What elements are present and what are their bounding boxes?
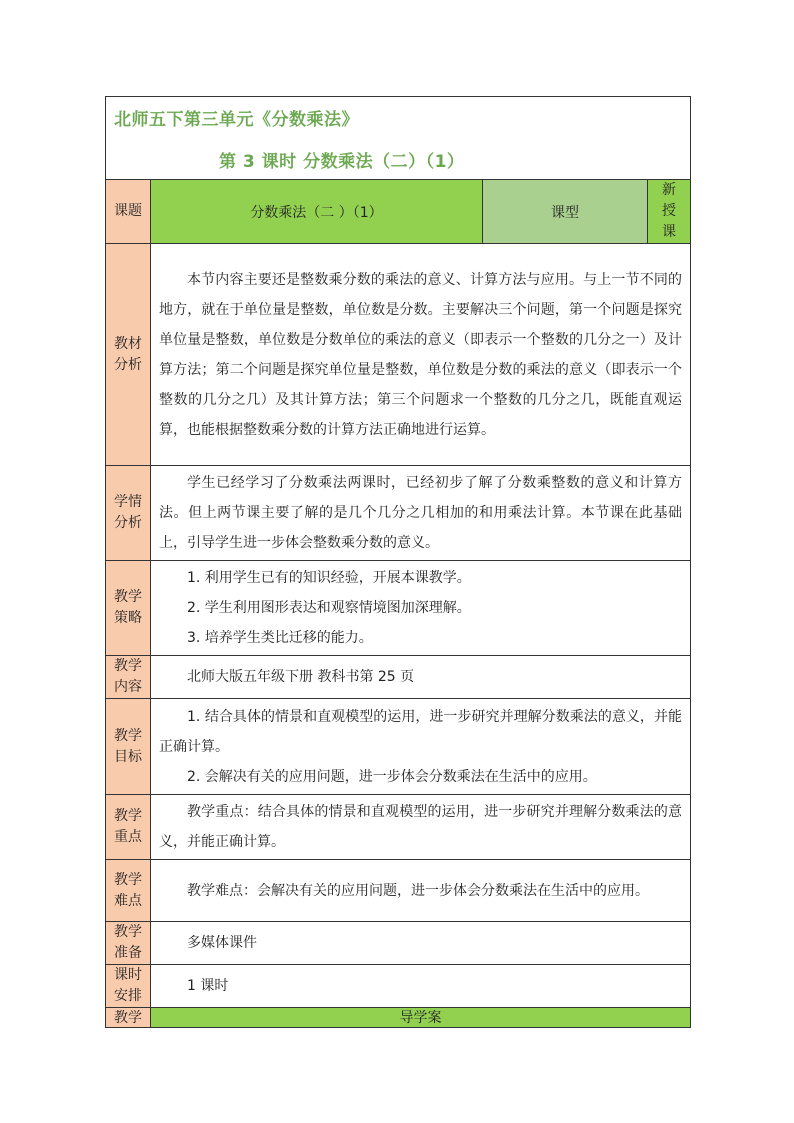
goals-label: 教学目标 bbox=[106, 699, 151, 795]
lesson-plan-table bbox=[105, 96, 691, 1028]
process-header: 导学案 bbox=[151, 1008, 691, 1028]
material-analysis-text: 本节内容主要还是整数乘分数的乘法的意义、计算方法与应用。与上一节不同的地方，就在于单位量是整数，单位数是分数。主要解决三个问题，第一个问题是探究单位量是整数，单位数是分数单位的乘法的意义（即表示一个整数的几分之一）及计算方法；第二个问题是探究单位量是整数，单位数是分数的乘法的意义（即表示一个整数的几分之几）及其计算方法；第三个问题求一个整数的几分之几，既能直观运算，也能根据整数乘分数的计算方法正确地进行运算。 bbox=[159, 271, 682, 438]
preparation-label: 教学准备 bbox=[106, 922, 151, 965]
difficulty-text: 教学难点：会解决有关的应用问题，进一步体会分数乘法在生活中的应用。 bbox=[187, 882, 649, 899]
process-label: 教学 bbox=[106, 1008, 151, 1028]
goal-item: 2. 会解决有关的应用问题，进一步体会分数乘法在生活中的应用。 bbox=[187, 768, 597, 785]
document-title: 北师五下第三单元《分数乘法》 bbox=[114, 110, 359, 130]
goal-item: 1. 结合具体的情景和直观模型的运用，进一步研究并理解分数乘法的意义，并能正确计算。 bbox=[159, 708, 682, 755]
schedule-cell bbox=[151, 965, 691, 1008]
schedule-text: 1 课时 bbox=[187, 978, 229, 994]
lesson-plan-document bbox=[105, 96, 690, 1028]
student-analysis-cell bbox=[151, 466, 691, 561]
topic-title: 分数乘法（二 ）（1） bbox=[151, 180, 483, 244]
strategy-label: 教学策略 bbox=[106, 561, 151, 656]
student-analysis-text: 学生已经学习了分数乘法两课时，已经初步了解了分数乘整数的意义和计算方法。但上两节课主要了解的是几个几分之几相加的和用乘法计算。本节课在此基础上，引导学生进一步体会整数乘分数的意义。 bbox=[159, 475, 682, 551]
teaching-content-text: 北师大版五年级下册 教科书第 25 页 bbox=[187, 669, 415, 685]
difficulty-label: 教学难点 bbox=[106, 860, 151, 922]
strategy-item: 1. 利用学生已有的知识经验，开展本课教学。 bbox=[187, 570, 471, 586]
preparation-cell bbox=[151, 922, 691, 965]
strategy-cell bbox=[151, 561, 691, 656]
topic-label: 课题 bbox=[106, 180, 151, 244]
lesson-type-value: 新授课 bbox=[648, 180, 691, 244]
material-analysis-label: 教材分析 bbox=[106, 244, 151, 466]
key-point-cell bbox=[151, 795, 691, 860]
teaching-content-cell bbox=[151, 656, 691, 699]
strategy-item: 2. 学生利用图形表达和观察情境图加深理解。 bbox=[187, 600, 471, 616]
strategy-item: 3. 培养学生类比迁移的能力。 bbox=[187, 630, 373, 646]
difficulty-cell bbox=[151, 860, 691, 922]
document-title-cell bbox=[106, 97, 691, 180]
lesson-type-label: 课型 bbox=[483, 180, 648, 244]
material-analysis-cell bbox=[151, 244, 691, 466]
preparation-text: 多媒体课件 bbox=[187, 935, 257, 951]
key-point-label: 教学重点 bbox=[106, 795, 151, 860]
lesson-subtitle: 第 3 课时 分数乘法（二）（1） bbox=[219, 152, 465, 172]
key-point-text: 教学重点：结合具体的情景和直观模型的运用，进一步研究并理解分数乘法的意义，并能正确计算。 bbox=[159, 804, 682, 850]
teaching-content-label: 教学内容 bbox=[106, 656, 151, 699]
student-analysis-label: 学情分析 bbox=[106, 466, 151, 561]
goals-cell bbox=[151, 699, 691, 795]
schedule-label: 课时安排 bbox=[106, 965, 151, 1008]
